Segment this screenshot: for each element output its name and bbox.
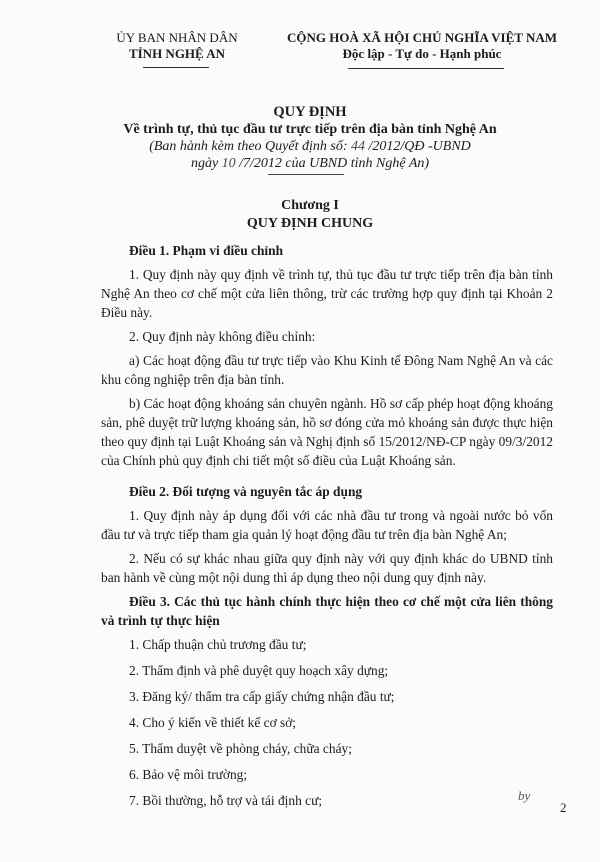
list-item: 3. Đăng ký/ thẩm tra cấp giấy chứng nhận đầu tư;	[129, 689, 395, 704]
article-1-paragraph: 1. Quy định này quy định về trình tự, thủ tục đầu tư trực tiếp trên địa bàn tỉnh Nghệ An theo cơ chế một cửa liên thông, trừ các trường hợp quy định tại Khoản 2 Điều này.	[101, 267, 553, 320]
handwritten-initials: by	[518, 788, 531, 803]
authority-underline	[143, 67, 209, 68]
document-body	[101, 241, 553, 817]
decision-prefix: (Ban hành kèm theo Quyết định số:	[149, 139, 348, 154]
title-subject: Về trình tự, thủ tục đầu tư trực tiếp trên địa bàn tỉnh Nghệ An	[123, 122, 497, 137]
title-underline	[268, 174, 344, 175]
list-item: 1. Chấp thuận chủ trương đầu tư;	[129, 637, 307, 652]
title-heading: QUY ĐỊNH	[273, 104, 347, 120]
chapter-name: QUY ĐỊNH CHUNG	[246, 216, 374, 231]
list-item: 7. Bồi thường, hỗ trợ và tái định cư;	[129, 793, 323, 808]
list-item: 2. Thẩm định và phê duyệt quy hoạch xây dựng;	[129, 663, 389, 678]
article-1-paragraph: b) Các hoạt động khoáng sản chuyên ngành. Hồ sơ cấp phép hoạt động khoáng sản, phê duyệt trữ lượng khoáng sản, hồ sơ đóng cửa mỏ khoáng sản được thực hiện theo quy định tại Luật Khoáng sản và Nghị định số 15/2012/NĐ-CP ngày 09/3/2012 của Chính phủ quy định chi tiết một số điều của Luật Khoáng sản.	[101, 396, 553, 468]
article-2-heading: Điều 2. Đối tượng và nguyên tắc áp dụng	[129, 484, 363, 499]
national-motto	[272, 30, 572, 62]
chapter-heading	[60, 197, 560, 233]
article-1-heading: Điều 1. Phạm vi điều chỉnh	[129, 243, 284, 258]
decision-number: 44	[351, 139, 365, 154]
country-name: CỘNG HOÀ XÃ HỘI CHỦ NGHĨA VIỆT NAM	[286, 30, 558, 45]
authority-line2: TỈNH NGHỆ AN	[128, 46, 226, 61]
list-item: 4. Cho ý kiến về thiết kế cơ sở;	[129, 715, 297, 730]
article-2-paragraph: 1. Quy định này áp dụng đối với các nhà đầu tư trong và ngoài nước bỏ vốn đầu tư và trực tiếp tham gia quản lý hoạt động đầu tư trên địa bàn Nghệ An;	[101, 508, 553, 542]
document-title	[60, 104, 560, 172]
issuing-authority	[92, 30, 262, 62]
decision-suffix: /2012/QĐ -UBND	[368, 139, 471, 154]
article-1-paragraph: 2. Quy định này không điều chỉnh:	[129, 329, 316, 344]
list-item: 6. Bảo vệ môi trường;	[129, 767, 248, 782]
date-day: 10	[221, 156, 236, 171]
chapter-number: Chương I	[281, 198, 339, 213]
date-suffix: /7/2012 của UBND tỉnh Nghệ An)	[239, 156, 430, 171]
article-3-heading: Điều 3. Các thủ tục hành chính thực hiện theo cơ chế một cửa liên thông và trình tự thực hiện	[101, 594, 553, 628]
article-2-paragraph: 2. Nếu có sự khác nhau giữa quy định này với quy định khác do UBND tỉnh ban hành về cùng một nội dung thì áp dụng theo nội dung quy định này.	[101, 551, 553, 585]
article-1-paragraph: a) Các hoạt động đầu tư trực tiếp vào Khu Kinh tế Đông Nam Nghệ An và các khu công nghiệp trên địa bàn tỉnh.	[101, 353, 553, 387]
motto-underline	[348, 68, 504, 69]
list-item: 5. Thẩm duyệt về phòng cháy, chữa cháy;	[129, 741, 352, 756]
authority-line1: ỦY BAN NHÂN DÂN	[116, 30, 238, 45]
title-date	[60, 155, 560, 172]
motto: Độc lập - Tự do - Hạnh phúc	[342, 46, 502, 61]
page-number: 2	[560, 800, 567, 815]
date-prefix: ngày	[190, 156, 219, 171]
title-decision-ref	[60, 138, 560, 155]
